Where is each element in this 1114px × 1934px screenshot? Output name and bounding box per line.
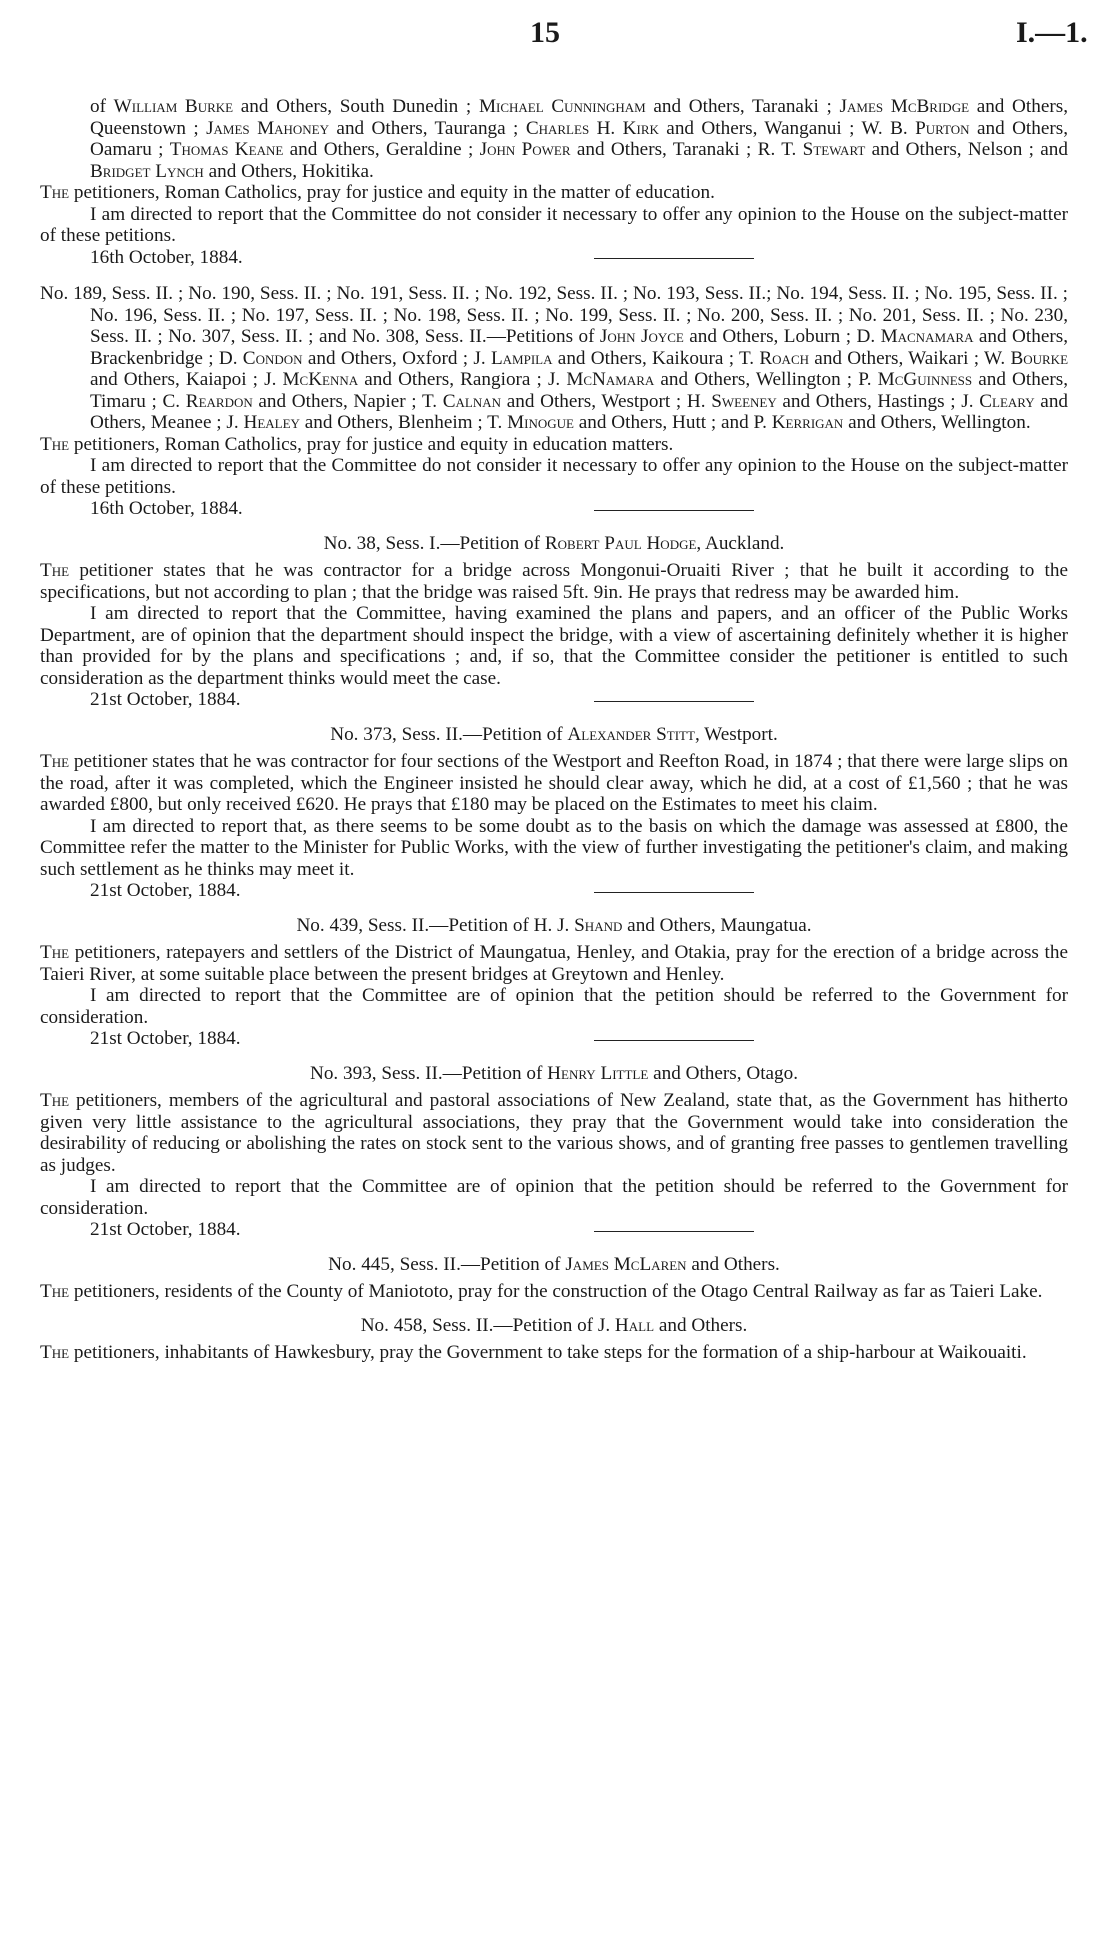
name-smallcaps: William Burke bbox=[113, 96, 234, 117]
committee-report: I am directed to report that the Committee are of opinion that the petition should be referred to the Government for consideration. bbox=[40, 985, 1068, 1028]
text-segment: and Others, Queenstown ; bbox=[90, 96, 1069, 139]
petition-title bbox=[40, 1063, 1068, 1085]
name-smallcaps: Macnamara bbox=[880, 326, 974, 347]
name-smallcaps: Roach bbox=[759, 347, 810, 369]
statement-text: petitioners, Roman Catholics, pray for justice and equity in the matter of education. bbox=[69, 182, 715, 203]
name-smallcaps: Hall bbox=[614, 1314, 655, 1336]
text-segment: and Others, Wellington ; P. bbox=[654, 369, 878, 390]
statement-lead: The bbox=[40, 751, 70, 772]
name-smallcaps: James McBridge bbox=[839, 96, 970, 117]
name-smallcaps: James Mahoney bbox=[206, 117, 330, 139]
petition-statement bbox=[40, 560, 1068, 603]
text-segment: and Others, Hokitika. bbox=[203, 160, 374, 182]
name-smallcaps: John Joyce bbox=[599, 326, 684, 347]
text-segment: and Others. bbox=[686, 1253, 780, 1275]
name-smallcaps: Charles H. Kirk bbox=[525, 117, 659, 139]
petition-heading bbox=[40, 96, 1068, 182]
petition-statement bbox=[40, 1281, 1068, 1303]
petition-title bbox=[40, 724, 1068, 746]
petition-block bbox=[40, 1063, 1068, 1242]
petition-heading bbox=[40, 283, 1068, 434]
petition-title bbox=[40, 1315, 1068, 1337]
name-smallcaps: Shand bbox=[574, 914, 623, 936]
statement-lead: The bbox=[40, 942, 70, 963]
text-segment: and Others. bbox=[654, 1314, 748, 1336]
report-date: 21st October, 1884. bbox=[90, 880, 241, 901]
statement-lead: The bbox=[40, 1342, 70, 1363]
name-smallcaps: Thomas Keane bbox=[169, 139, 284, 160]
text-segment: and Others, South Dunedin ; bbox=[233, 96, 479, 117]
name-smallcaps: Calnan bbox=[442, 390, 502, 412]
committee-report: I am directed to report that the Committee do not consider it necessary to offer any opinion to the House on the subject-matter of these petitions. bbox=[40, 203, 1068, 246]
name-smallcaps: Bourke bbox=[1010, 347, 1069, 369]
statement-lead: The bbox=[40, 1281, 70, 1302]
text-segment: No. 439, Sess. II.—Petition of H. J. bbox=[296, 914, 575, 936]
petitions-body bbox=[40, 96, 1068, 1364]
name-smallcaps: Lampila bbox=[490, 347, 553, 369]
statement-lead: The bbox=[40, 433, 70, 455]
text-segment: and Others, Geraldine ; bbox=[283, 139, 480, 160]
section-rule bbox=[594, 701, 754, 702]
petition-block bbox=[40, 533, 1068, 712]
petition-block bbox=[40, 1254, 1068, 1303]
petition-title bbox=[40, 1254, 1068, 1276]
text-segment: and Others, Timaru ; C. bbox=[90, 369, 1068, 412]
name-smallcaps: Healey bbox=[243, 412, 300, 433]
text-segment: , Westport. bbox=[694, 723, 778, 745]
petition-block bbox=[40, 915, 1068, 1051]
text-segment: No. 458, Sess. II.—Petition of J. bbox=[360, 1314, 615, 1336]
statement-lead: The bbox=[40, 560, 70, 581]
statement-text: petitioners, inhabitants of Hawkesbury, pray the Government to take steps for the formation of a ship-harbour at Waikouaiti. bbox=[69, 1342, 1027, 1363]
text-segment: and Others, Hutt ; and P. bbox=[573, 412, 772, 433]
name-smallcaps: McKenna bbox=[282, 369, 359, 390]
petition-block bbox=[40, 96, 1068, 269]
name-smallcaps: Kerrigan bbox=[771, 412, 844, 433]
text-segment: and Others, Otago. bbox=[648, 1062, 799, 1084]
text-segment: and Others, Kaiapoi ; J. bbox=[90, 369, 283, 390]
text-segment: and Others, Meanee ; J. bbox=[90, 390, 1069, 433]
name-smallcaps: Stewart bbox=[802, 139, 866, 160]
name-smallcaps: Cleary bbox=[979, 390, 1035, 412]
petition-statement bbox=[40, 182, 1068, 204]
name-smallcaps: James McLaren bbox=[565, 1253, 687, 1275]
text-segment: and Others, Oxford ; J. bbox=[302, 347, 491, 369]
committee-report: I am directed to report that the Committee, having examined the plans and papers, and an officer of the Public Works Department, are of opinion that the department should inspect the bridge, with a view of ascertaining definitely whether it is higher than provided for by the plans and specifications ; and, if so, that the Committee consider the petitioner is entitled to such consideration as the department thinks would meet the case. bbox=[40, 603, 1068, 689]
text-segment: No. 393, Sess. II.—Petition of bbox=[309, 1062, 548, 1084]
section-rule bbox=[594, 892, 754, 893]
text-segment: and Others, Brackenbridge ; D. bbox=[90, 326, 1068, 369]
section-rule bbox=[594, 510, 754, 511]
report-date: 21st October, 1884. bbox=[90, 1028, 241, 1049]
text-segment: and Others, Wanganui ; W. B. bbox=[658, 117, 916, 139]
name-smallcaps: Bridget Lynch bbox=[90, 160, 204, 182]
petition-title bbox=[40, 915, 1068, 937]
petition-block bbox=[40, 724, 1068, 903]
text-segment: and Others, Westport ; H. bbox=[501, 390, 712, 412]
section-rule bbox=[594, 1040, 754, 1041]
text-segment: No. 189, Sess. II. ; No. 190, Sess. II. ; No. 191, Sess. II. ; No. 192, Sess. II. ; No. 193, Sess. II.; No. 194, Sess. II. ; No. 195, Sess. II. ; No. 196, Sess. II. ; No. 197, Sess. II. ; No. 198, Sess. II. ; No. 199, Sess. II. ; No. 200, Sess. II. ; No. 201, Sess. II. ; No. 230, Sess. II. ; No. 307, Sess. II. ; and No. 308, Sess. II.—Petitions of bbox=[40, 283, 1068, 347]
text-segment: and Others, Loburn ; D. bbox=[683, 326, 881, 347]
text-segment: and Others, Wellington. bbox=[843, 412, 1031, 433]
committee-report: I am directed to report that the Committee are of opinion that the petition should be referred to the Government for consideration. bbox=[40, 1176, 1068, 1219]
name-smallcaps: Sweeney bbox=[711, 390, 777, 412]
statement-text: petitioners, members of the agricultural and pastoral associations of New Zealand, state that, as the Government has hitherto given very little assistance to the agricultural associations, they pray that the Government would take into consideration the desirability of reducing or abolishing the rates on stock sent to the various shows, and of granting free passes to gentlemen travelling as judges. bbox=[40, 1090, 1068, 1176]
paper-reference: I.—1. bbox=[1016, 16, 1088, 49]
petition-block bbox=[40, 1315, 1068, 1364]
text-segment: and Others, Maungatua. bbox=[622, 914, 812, 936]
report-date: 21st October, 1884. bbox=[90, 689, 241, 710]
petition-statement bbox=[40, 434, 1068, 456]
text-segment: and Others, Napier ; T. bbox=[252, 390, 443, 412]
name-smallcaps: Michael Cunningham bbox=[478, 96, 646, 117]
name-smallcaps: Condon bbox=[242, 347, 303, 369]
statement-lead: The bbox=[40, 182, 70, 203]
petition-statement bbox=[40, 1090, 1068, 1176]
name-smallcaps: Robert Paul Hodge bbox=[544, 532, 697, 554]
name-smallcaps: Reardon bbox=[185, 390, 253, 412]
text-segment: and Others, Tauranga ; bbox=[329, 117, 526, 139]
text-segment: , Auckland. bbox=[696, 532, 785, 554]
statement-text: petitioner states that he was contractor for four sections of the Westport and Reefton Road, in 1874 ; that there were large slips on the road, after it was completed, which the Engineer insisted he should clear away, which he did, at a cost of £1,560 ; that he was awarded £800, but only received £620. He prays that £180 may be placed on the Estimates to meet his claim. bbox=[40, 751, 1069, 815]
section-rule bbox=[594, 1231, 754, 1232]
section-rule bbox=[594, 258, 754, 259]
petition-statement bbox=[40, 942, 1068, 985]
name-smallcaps: Henry Little bbox=[547, 1062, 649, 1084]
page-number: 15 bbox=[530, 16, 560, 49]
report-date: 16th October, 1884. bbox=[90, 246, 243, 268]
petition-statement bbox=[40, 1342, 1068, 1364]
name-smallcaps: Alexander Stitt bbox=[567, 723, 695, 745]
petition-block bbox=[40, 283, 1068, 521]
name-smallcaps: John Power bbox=[479, 139, 571, 160]
report-date: 21st October, 1884. bbox=[90, 1219, 241, 1240]
text-segment: No. 445, Sess. II.—Petition of bbox=[328, 1253, 566, 1275]
text-segment: of bbox=[90, 96, 114, 117]
text-segment: and Others, Rangiora ; J. bbox=[358, 369, 567, 390]
statement-text: petitioner states that he was contractor for a bridge across Mongonui-Oruaiti River ; that he built it according to the specifications, but not according to plan ; that the bridge was raised 5ft. 9in. He prays that redress may be awarded him. bbox=[40, 560, 1068, 603]
text-segment: and Others, Waikari ; W. bbox=[809, 347, 1011, 369]
committee-report: I am directed to report that, as there seems to be some doubt as to the basis on which the damage was assessed at £800, the Committee refer the matter to the Minister for Public Works, with the view of further investigating the petitioner's claim, and making such settlement as he thinks may meet it. bbox=[40, 815, 1068, 880]
text-segment: and Others, Kaikoura ; T. bbox=[552, 347, 760, 369]
text-segment: and Others, Blenheim ; T. bbox=[299, 412, 508, 433]
name-smallcaps: Minogue bbox=[507, 412, 574, 433]
name-smallcaps: McNamara bbox=[566, 369, 655, 390]
text-segment: and Others, Taranaki ; R. T. bbox=[570, 139, 803, 160]
name-smallcaps: Purton bbox=[915, 117, 970, 139]
petition-title bbox=[40, 533, 1068, 555]
text-segment: and Others, Nelson ; and bbox=[865, 139, 1068, 160]
text-segment: and Others, Oamaru ; bbox=[90, 117, 1069, 160]
text-segment: and Others, Taranaki ; bbox=[645, 96, 840, 117]
petition-statement bbox=[40, 751, 1068, 816]
report-date: 16th October, 1884. bbox=[90, 498, 243, 519]
text-segment: No. 38, Sess. I.—Petition of bbox=[323, 532, 545, 554]
statement-text: petitioners, ratepayers and settlers of the District of Maungatua, Henley, and Otakia, pray for the erection of a bridge across the Taieri River, at some suitable place between the present bridges at Greytown and Henley. bbox=[40, 942, 1068, 985]
statement-text: petitioners, residents of the County of Maniototo, pray for the construction of the Otago Central Railway as far as Taieri Lake. bbox=[69, 1281, 1043, 1302]
committee-report: I am directed to report that the Committee do not consider it necessary to offer any opinion to the House on the subject-matter of these petitions. bbox=[40, 455, 1068, 498]
text-segment: No. 373, Sess. II.—Petition of bbox=[330, 723, 568, 745]
text-segment: and Others, Hastings ; J. bbox=[776, 390, 980, 412]
name-smallcaps: McGuinness bbox=[877, 369, 973, 390]
statement-text: petitioners, Roman Catholics, pray for justice and equity in education matters. bbox=[69, 433, 674, 455]
statement-lead: The bbox=[40, 1090, 70, 1111]
